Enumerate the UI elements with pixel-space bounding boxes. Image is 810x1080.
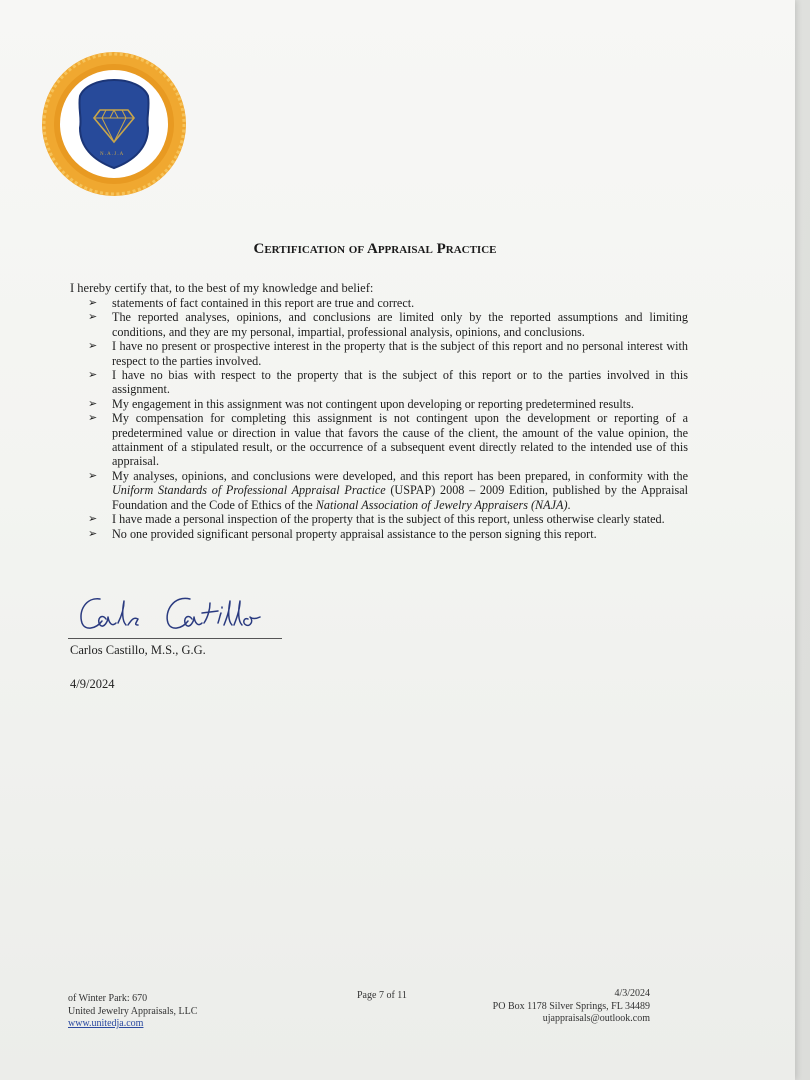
certification-list [88, 296, 688, 541]
list-item: ➢ I have no present or prospective interest in the property that is the subject of this report and no personal interest with respect to the parties involved. [88, 339, 688, 368]
arrow-bullet-icon: ➢ [88, 397, 98, 410]
list-item: ➢ My compensation for completing this assignment is not contingent upon the development or reporting of a predetermined value or direction in value that favors the cause of the client, the amount of the value opinion, the attainment of a stipulated result, or the occurrence of a subsequent event directly related to the intended use of this appraisal. [88, 411, 688, 469]
signature-date: 4/9/2024 [70, 677, 115, 691]
list-item: ➢ My analyses, opinions, and conclusions were developed, and this report has been prepared, in conformity with the Uniform Standards of Professional Appraisal Practice (USPAP) 2008 – 2009 Edition, published by the Appraisal Foundation and the Code of Ethics of the National Association of Jewelry Appraisers (NAJA). [88, 468, 688, 512]
arrow-bullet-icon: ➢ [88, 340, 98, 353]
footer-date: 4/3/2024 [614, 988, 650, 999]
arrow-bullet-icon: ➢ [88, 412, 98, 425]
footer-address: PO Box 1178 Silver Springs, FL 34489 [492, 1000, 650, 1012]
arrow-bullet-icon: ➢ [88, 469, 98, 482]
signature-line [68, 638, 282, 639]
document-title: Certification of Appraisal Practice [253, 241, 497, 257]
arrow-bullet-icon: ➢ [88, 527, 98, 540]
arrow-bullet-icon: ➢ [88, 369, 98, 382]
footer-website-link[interactable]: www.unitedja.com [68, 1018, 144, 1029]
intro-text: I hereby certify that, to the best of my knowledge and belief: [70, 281, 374, 295]
page-number: Page 7 of 11 [357, 990, 407, 1001]
list-item: ➢ I have no bias with respect to the property that is the subject of this report or to the parties involved in this assignment. [88, 368, 688, 397]
footer-email: ujappraisals@outlook.com [542, 1013, 650, 1024]
list-item: ➢ My engagement in this assignment was not contingent upon developing or reporting predetermined results. [88, 396, 634, 411]
footer-client-ref: of Winter Park: 670 [68, 993, 148, 1004]
arrow-bullet-icon: ➢ [88, 311, 98, 324]
svg-text:N . A . J . A: N . A . J . A [100, 152, 124, 157]
footer-right [460, 988, 650, 1026]
signer-name: Carlos Castillo, M.S., G.G. [70, 643, 206, 657]
arrow-bullet-icon: ➢ [88, 297, 98, 309]
list-item: ➢ I have made a personal inspection of the property that is the subject of this report, unless otherwise clearly stated. [88, 512, 665, 527]
footer-left [68, 993, 197, 1031]
appraisal-seal-logo [40, 50, 188, 198]
arrow-bullet-icon: ➢ [88, 513, 98, 526]
list-item: ➢ statements of fact contained in this report are true and correct. [88, 296, 415, 310]
list-item: ➢ No one provided significant personal property appraisal assistance to the person signing this report. [88, 526, 597, 541]
handwritten-signature [72, 585, 272, 640]
footer-company-name: United Jewelry Appraisals, LLC [68, 1005, 198, 1017]
list-item: ➢ The reported analyses, opinions, and conclusions are limited only by the reported assumptions and limiting conditions, and they are my personal, impartial, professional analysis, opinions, and conclusions. [88, 310, 688, 339]
